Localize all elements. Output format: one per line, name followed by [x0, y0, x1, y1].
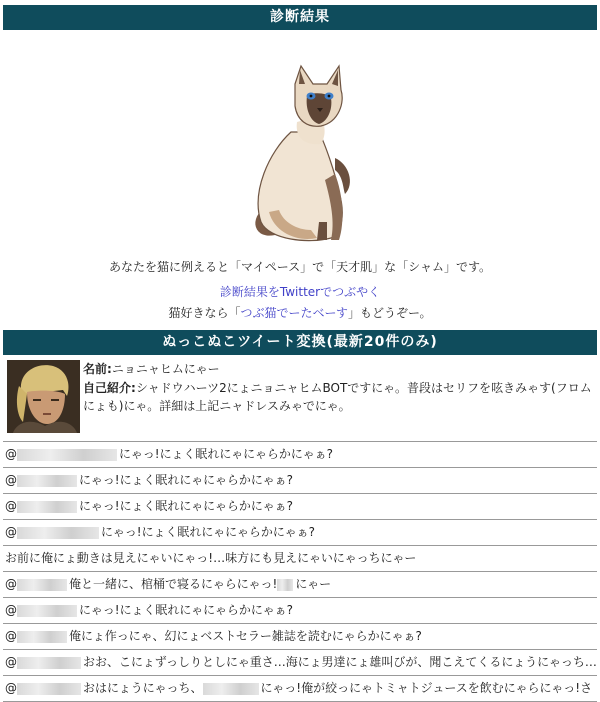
blurred-username [17, 501, 77, 513]
tweet-convert-header: ぬっこぬこツイート変換(最新20件のみ) [3, 330, 597, 355]
blurred-username [17, 631, 67, 643]
blurred-username [17, 657, 81, 669]
intro-label: 自己紹介: [83, 381, 136, 395]
tweet-result-link[interactable]: 診断結果をTwitterでつぶやく [219, 285, 381, 299]
tweet-row[interactable] [3, 546, 597, 572]
result-description: あなたを猫に例えると「マイペース」で「天才肌」な「シャム」です。 [109, 260, 491, 274]
bot-intro: シャドウハーツ2にょニョニャヒムBOTですにゃ。普段はセリフを呟きみゃす(フロムにょも)にゃ。詳細は上記ニャドレスみゃでにゃ。 [83, 381, 592, 413]
tweet-text: 俺と一緒に、棺桶で寝るにゃらにゃっ! [69, 577, 278, 591]
tweet-row[interactable]: @ にゃっ!にょく眠れにゃにゃらかにゃぁ? [3, 494, 597, 520]
name-label: 名前: [83, 362, 112, 376]
page-wrapper [3, 5, 597, 702]
bot-name: ニョニャヒムにゃー [111, 362, 220, 376]
tweet-row[interactable]: @ おはにょうにゃっち、 にゃっ!俺が絞っにゃトミャトジュースを飲むにゃらにゃっ!さ [3, 676, 597, 702]
tweet-row[interactable]: @ 俺と一緒に、棺桶で寝るにゃらにゃっ! にゃー [3, 572, 597, 598]
tweet-text: にゃっ!にょく眠れにゃにゃらかにゃぁ? [79, 603, 293, 617]
blurred-username [17, 579, 67, 591]
result-header: 診断結果 [3, 5, 597, 30]
tweet-text: にゃっ!にょく眠れにゃにゃらかにゃぁ? [79, 499, 293, 513]
bot-profile [3, 357, 597, 441]
tweet-text: おはにょうにゃっち、 [83, 681, 203, 695]
tweet-row[interactable]: @ にゃっ!にょく眠れにゃにゃらかにゃぁ? [3, 520, 597, 546]
tweet-text: おお、こにょずっしりとしにゃ重さ…海にょ男達にょ雄叫びが、聞こえてくるにょうにゃっち… [83, 655, 597, 669]
tweet-text: にゃっ!にょく眠れにゃにゃらかにゃぁ? [101, 525, 315, 539]
tsubuneko-database-link[interactable]: つぶ猫でーたベーす [240, 306, 348, 320]
promo-line [3, 302, 597, 330]
tweet-text: にゃっ!にょく眠れにゃにゃらかにゃぁ? [79, 473, 293, 487]
blurred-username [17, 605, 77, 617]
tweet-text: にゃっ!にょく眠れにゃにゃらかにゃぁ? [119, 447, 333, 461]
blurred-mention [203, 683, 259, 695]
tweet-row[interactable]: @ にゃっ!にょく眠れにゃにゃらかにゃぁ? [3, 468, 597, 494]
tweet-row[interactable]: @ にゃっ!にょく眠れにゃにゃらかにゃぁ? [3, 442, 597, 468]
blurred-username [17, 683, 81, 695]
tweet-row[interactable]: @ おお、こにょずっしりとしにゃ重さ…海にょ男達にょ雄叫びが、聞こえてくるにょうにゃっち… [3, 650, 597, 676]
promo-prefix: 猫好きなら「 [168, 306, 241, 320]
siamese-cat-image [239, 62, 361, 248]
tweet-text-tail: にゃっ!俺が絞っにゃトミャトジュースを飲むにゃらにゃっ!さ [260, 681, 593, 695]
tweet-list [3, 441, 597, 702]
tweet-row[interactable]: @ にゃっ!にょく眠れにゃにゃらかにゃぁ? [3, 598, 597, 624]
bot-intro-row [83, 379, 593, 415]
blurred-username [17, 449, 117, 461]
blurred-username [17, 475, 77, 487]
result-panel [3, 30, 597, 302]
tweet-text: お前に俺にょ動きは見えにゃいにゃっ!…味方にも見えにゃいにゃっちにゃー [5, 551, 417, 565]
blurred-username [17, 527, 99, 539]
tweet-text: 俺にょ作っにゃ、幻にょベストセラー雑誌を読むにゃらかにゃぁ? [69, 629, 422, 643]
blurred-mention [277, 579, 293, 591]
promo-suffix: 」もどうぞー。 [347, 306, 432, 320]
avatar [7, 360, 80, 433]
tweet-text-tail: にゃー [295, 577, 332, 591]
tweet-row[interactable]: @ 俺にょ作っにゃ、幻にょベストセラー雑誌を読むにゃらかにゃぁ? [3, 624, 597, 650]
bot-name-row [83, 360, 593, 378]
tweet-result-link-row [3, 283, 597, 300]
